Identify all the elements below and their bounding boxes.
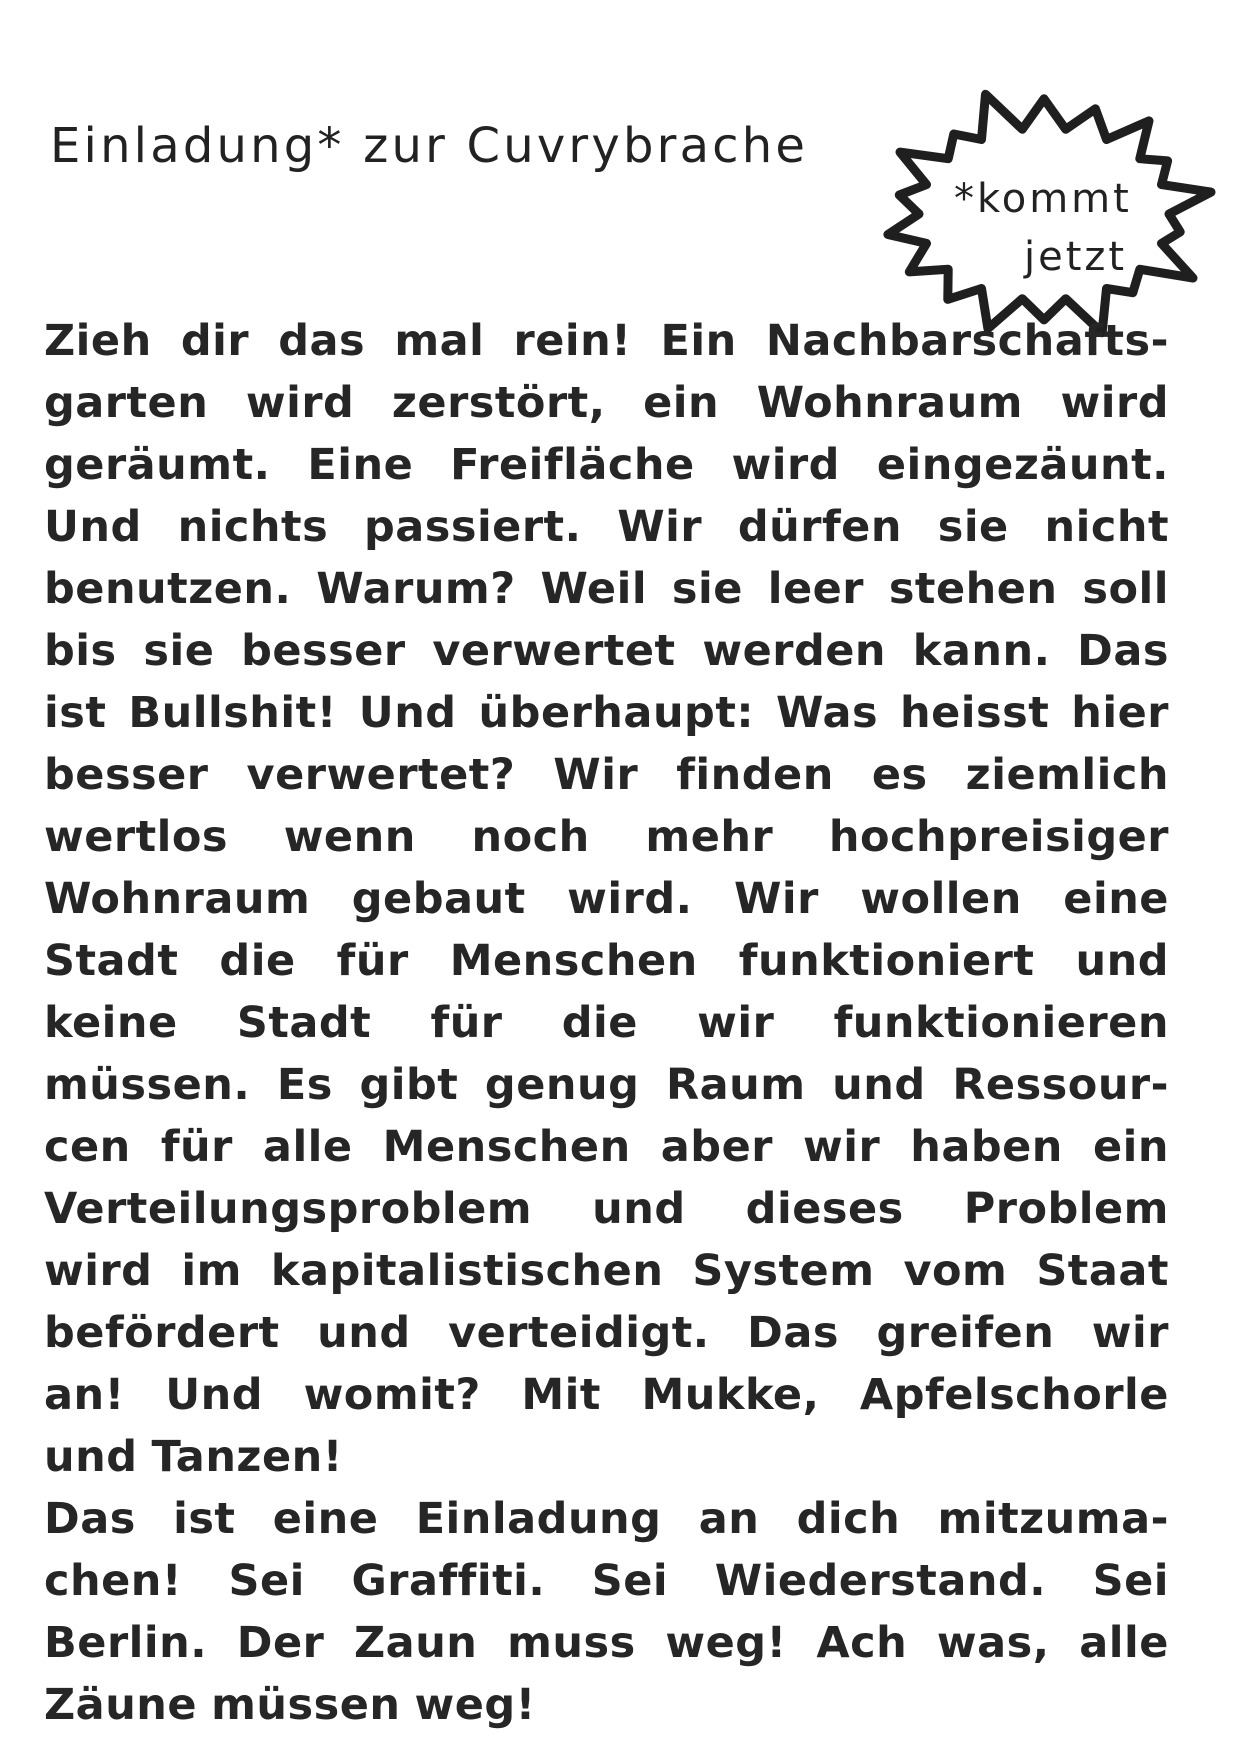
word: Und bbox=[358, 688, 457, 738]
starburst-text-kommt: *kommt bbox=[954, 176, 1132, 222]
word: und bbox=[832, 1060, 926, 1110]
word: stehen bbox=[888, 564, 1058, 614]
word: für bbox=[336, 936, 409, 986]
word: rein! bbox=[513, 316, 632, 366]
text-line bbox=[44, 744, 1169, 806]
word: an bbox=[698, 1494, 760, 1544]
starburst-text-jetzt: jetzt bbox=[1024, 234, 1128, 280]
word: Ein bbox=[660, 316, 737, 366]
text-line bbox=[44, 930, 1169, 992]
text-line bbox=[44, 1674, 1169, 1736]
word: Zaun bbox=[354, 1618, 478, 1668]
word: müssen. bbox=[44, 1060, 251, 1110]
word: Sei bbox=[228, 1556, 305, 1606]
body-text bbox=[44, 310, 1169, 1736]
word: wir bbox=[1091, 1308, 1169, 1358]
word: Weil bbox=[540, 564, 648, 614]
word: Eine bbox=[307, 440, 414, 490]
word: wird bbox=[731, 440, 840, 490]
word: wir bbox=[697, 998, 775, 1048]
word: Staat bbox=[1036, 1246, 1169, 1296]
word: wird bbox=[44, 1246, 153, 1296]
word: gebaut bbox=[351, 874, 526, 924]
flyer-title: Einladung* zur Cuvrybrache bbox=[50, 118, 809, 174]
word: besser bbox=[44, 750, 209, 800]
word: alle bbox=[1079, 1618, 1169, 1668]
word: wertlos bbox=[44, 812, 229, 862]
word: mal bbox=[394, 316, 485, 366]
word: und bbox=[44, 1432, 138, 1482]
text-line bbox=[44, 310, 1169, 372]
word: überhaupt: bbox=[478, 688, 755, 738]
word: noch bbox=[471, 812, 590, 862]
text-line bbox=[44, 1612, 1169, 1674]
word: wird bbox=[1060, 378, 1169, 428]
text-line bbox=[44, 1488, 1169, 1550]
word: an! bbox=[44, 1370, 125, 1420]
word: Wir bbox=[733, 874, 819, 924]
word: Das bbox=[44, 1494, 136, 1544]
word: Ressour- bbox=[952, 1060, 1169, 1110]
word: Wir bbox=[553, 750, 639, 800]
word: Problem bbox=[963, 1184, 1169, 1234]
text-line bbox=[44, 1364, 1169, 1426]
word: dir bbox=[180, 316, 250, 366]
word: Es bbox=[276, 1060, 333, 1110]
text-line bbox=[44, 558, 1169, 620]
word: Einladung bbox=[415, 1494, 662, 1544]
word: weg! bbox=[665, 1618, 787, 1668]
word: sie bbox=[671, 564, 743, 614]
word: nicht bbox=[1044, 502, 1169, 552]
word: mitzuma- bbox=[937, 1494, 1169, 1544]
word: benutzen. bbox=[44, 564, 292, 614]
word: Das bbox=[747, 1308, 839, 1358]
word: womit? bbox=[303, 1370, 481, 1420]
word: keine bbox=[44, 998, 178, 1048]
word: hochpreisiger bbox=[828, 812, 1169, 862]
word: gibt bbox=[359, 1060, 459, 1110]
word: chen! bbox=[44, 1556, 182, 1606]
word: muss bbox=[507, 1618, 636, 1668]
text-line bbox=[44, 1116, 1169, 1178]
word: verwertet? bbox=[246, 750, 516, 800]
word: zerstört, bbox=[391, 378, 606, 428]
word: Bullshit! bbox=[128, 688, 337, 738]
word: müssen bbox=[211, 1680, 401, 1730]
word: ist bbox=[44, 688, 107, 738]
text-line bbox=[44, 806, 1169, 868]
word: Apfelschorle bbox=[859, 1370, 1169, 1420]
text-line bbox=[44, 620, 1169, 682]
word: für bbox=[430, 998, 503, 1048]
word: die bbox=[561, 998, 638, 1048]
word: das bbox=[278, 316, 366, 366]
word: haben bbox=[910, 1122, 1063, 1172]
word: eingezäunt. bbox=[876, 440, 1169, 490]
word: cen bbox=[44, 1122, 131, 1172]
word: was, bbox=[936, 1618, 1050, 1668]
word: funktioniert bbox=[738, 936, 1035, 986]
word: genug bbox=[484, 1060, 640, 1110]
word: eine bbox=[272, 1494, 379, 1544]
word: bis bbox=[44, 626, 117, 676]
word: Mit bbox=[521, 1370, 601, 1420]
word: und bbox=[317, 1308, 411, 1358]
word: Mukke, bbox=[641, 1370, 820, 1420]
word: wird bbox=[245, 378, 355, 428]
word: Wohnraum bbox=[44, 874, 311, 924]
word: weg! bbox=[414, 1680, 536, 1730]
word: leer bbox=[767, 564, 864, 614]
word: Warum? bbox=[316, 564, 516, 614]
word: Zäune bbox=[44, 1680, 198, 1730]
word: funktionieren bbox=[833, 998, 1169, 1048]
word: Stadt bbox=[236, 998, 372, 1048]
word: Nachbarschafts- bbox=[765, 316, 1169, 366]
word: dürfen bbox=[737, 502, 902, 552]
word: ein bbox=[1092, 1122, 1169, 1172]
word: kapitalistischen bbox=[270, 1246, 664, 1296]
word: aber bbox=[660, 1122, 773, 1172]
word: besser bbox=[241, 626, 406, 676]
word: dich bbox=[796, 1494, 901, 1544]
word: alle bbox=[262, 1122, 353, 1172]
text-line bbox=[44, 372, 1169, 434]
word: Der bbox=[236, 1618, 325, 1668]
word: ein bbox=[643, 378, 720, 428]
word: mehr bbox=[645, 812, 774, 862]
word: eine bbox=[1063, 874, 1169, 924]
word: System bbox=[692, 1246, 875, 1296]
word: verteidigt. bbox=[448, 1308, 710, 1358]
word: Freifläche bbox=[450, 440, 695, 490]
word: Menschen bbox=[449, 936, 698, 986]
word: soll bbox=[1082, 564, 1169, 614]
word: Und bbox=[44, 502, 142, 552]
word: hier bbox=[1071, 688, 1169, 738]
text-line bbox=[44, 1178, 1169, 1240]
text-line bbox=[44, 868, 1169, 930]
word: die bbox=[219, 936, 296, 986]
word: Das bbox=[1077, 626, 1169, 676]
word: Stadt bbox=[44, 936, 179, 986]
word: werden bbox=[702, 626, 887, 676]
word: Raum bbox=[666, 1060, 806, 1110]
word: Tanzen! bbox=[151, 1432, 343, 1482]
word: Graffiti. bbox=[351, 1556, 546, 1606]
word: es bbox=[871, 750, 928, 800]
word: und bbox=[1075, 936, 1169, 986]
text-line bbox=[44, 1054, 1169, 1116]
word: und bbox=[592, 1184, 686, 1234]
text-line bbox=[44, 1550, 1169, 1612]
word: im bbox=[181, 1246, 242, 1296]
word: Was bbox=[776, 688, 879, 738]
word: für bbox=[160, 1122, 233, 1172]
word: geräumt. bbox=[44, 440, 271, 490]
word: Wiederstand. bbox=[714, 1556, 1047, 1606]
text-line bbox=[44, 434, 1169, 496]
word: sie bbox=[937, 502, 1009, 552]
word: sie bbox=[143, 626, 215, 676]
word: finden bbox=[676, 750, 834, 800]
word: wollen bbox=[860, 874, 1022, 924]
word: wir bbox=[803, 1122, 881, 1172]
word: Und bbox=[165, 1370, 264, 1420]
text-line bbox=[44, 1240, 1169, 1302]
text-line bbox=[44, 496, 1169, 558]
starburst-callout bbox=[862, 64, 1220, 338]
word: garten bbox=[44, 378, 209, 428]
text-line bbox=[44, 682, 1169, 744]
word: wenn bbox=[283, 812, 416, 862]
word: Wir bbox=[617, 502, 703, 552]
word: nichts bbox=[177, 502, 329, 552]
word: ziemlich bbox=[965, 750, 1169, 800]
word: ist bbox=[173, 1494, 236, 1544]
word: Sei bbox=[1092, 1556, 1169, 1606]
word: kann. bbox=[912, 626, 1051, 676]
text-line bbox=[44, 992, 1169, 1054]
word: passiert. bbox=[363, 502, 582, 552]
word: vom bbox=[903, 1246, 1008, 1296]
word: Wohnraum bbox=[756, 378, 1023, 428]
word: dieses bbox=[745, 1184, 904, 1234]
word: wird. bbox=[567, 874, 693, 924]
text-line bbox=[44, 1302, 1169, 1364]
word: verwertet bbox=[432, 626, 676, 676]
word: Ach bbox=[816, 1618, 908, 1668]
word: Menschen bbox=[382, 1122, 631, 1172]
word: befördert bbox=[44, 1308, 280, 1358]
word: Berlin. bbox=[44, 1618, 208, 1668]
word: Sei bbox=[591, 1556, 669, 1606]
word: Zieh bbox=[44, 316, 152, 366]
word: Verteilungsproblem bbox=[44, 1184, 533, 1234]
word: greifen bbox=[876, 1308, 1055, 1358]
word: heisst bbox=[900, 688, 1050, 738]
text-line bbox=[44, 1426, 1169, 1488]
